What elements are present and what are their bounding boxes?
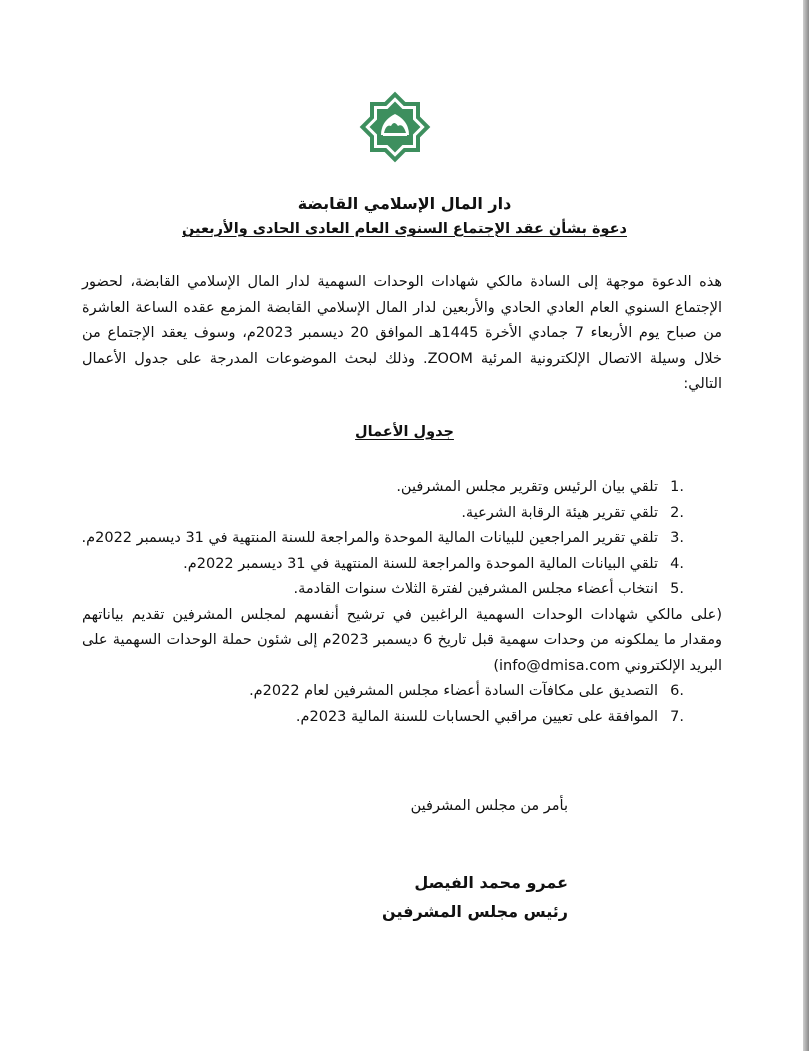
dar-al-maal-logo-icon	[358, 90, 432, 164]
agenda-item-text: انتخاب أعضاء مجلس المشرفين لفترة الثلاث سنوات القادمة.	[293, 581, 658, 597]
signer-name: عمرو محمد الفيصل	[414, 873, 568, 892]
agenda-title	[0, 424, 809, 440]
invitation-subtitle-text: دعوة بشأن عقد الإجتماع السنوى العام العادى الحادى والأربعين	[181, 221, 627, 237]
agenda-item-3	[82, 526, 722, 552]
agenda-item-text: الموافقة على تعيين مراقبي الحسابات للسنة المالية 2023م.	[295, 708, 658, 725]
agenda-title-text: جدول الأعمال	[355, 424, 454, 440]
agenda-item-number: 4.	[670, 555, 684, 572]
agenda-item-number: 7.	[670, 708, 684, 725]
company-name: دار المال الإسلامي القابضة	[297, 194, 512, 213]
agenda-item-number: 3.	[670, 530, 684, 546]
agenda-item-4	[82, 552, 722, 578]
agenda-item-6	[82, 679, 722, 705]
agenda-item-text: تلقي البيانات المالية الموحدة والمراجعة للسنة المنتهية في 31 ديسمبر 2022م.	[183, 555, 658, 572]
nomination-note: (على مالكي شهادات الوحدات السهمية الراغبين في ترشيح أنفسهم لمجلس المشرفين تقديم بياناتهم ومقدار ما يملكونه من وحدات سهمية قبل تاريخ 6 ديسمبر 2023م إلى شئون حملة الوحدات السهمية على البريد الإلكتروني info@dmisa.com)	[82, 606, 723, 674]
agenda-item-number: 5.	[670, 581, 684, 597]
intro-paragraph: هذه الدعوة موجهة إلى السادة مالكي شهادات الوحدات السهمية لدار المال الإسلامي القابضة، لحضور الإجتماع السنوي العام العادي الحادي والأربعين لدار المال الإسلامي القابضة المزمع عقده الساعة العاشرة من صباح يوم الأربعاء 7 جمادي الأخرة 1445هـ الموافق 20 ديسمبر 2023م، وسوف يعقد الإجتماع من خلال وسيلة الاتصال الإلكترونية المرئية ZOOM. وذلك لبحث الموضوعات المدرجة على جدول الأعمال التالي:	[82, 274, 723, 392]
agenda-item-text: تلقي تقرير المراجعين للبيانات المالية الموحدة والمراجعة للسنة المنتهية في 31 ديسمبر 2022م.	[81, 530, 658, 546]
page-edge	[803, 0, 809, 1051]
agenda-item-number: 6.	[670, 683, 684, 699]
agenda-list	[82, 475, 722, 730]
signer-title: رئيس مجلس المشرفين	[382, 902, 568, 921]
agenda-item-7	[82, 705, 722, 731]
agenda-item-1	[82, 475, 722, 501]
invitation-subtitle	[0, 221, 809, 237]
agenda-item-5	[82, 577, 722, 603]
by-order-line: بأمر من مجلس المشرفين	[410, 798, 568, 814]
agenda-item-text: تلقي بيان الرئيس وتقرير مجلس المشرفين.	[396, 479, 658, 495]
agenda-item-text: التصديق على مكافآت السادة أعضاء مجلس المشرفين لعام 2022م.	[249, 683, 658, 699]
agenda-item-number: 2.	[670, 504, 684, 521]
agenda-item-number: 1.	[670, 479, 684, 495]
agenda-item-text: تلقي تقرير هيئة الرقابة الشرعية.	[461, 504, 658, 521]
agenda-item-2	[82, 501, 722, 527]
